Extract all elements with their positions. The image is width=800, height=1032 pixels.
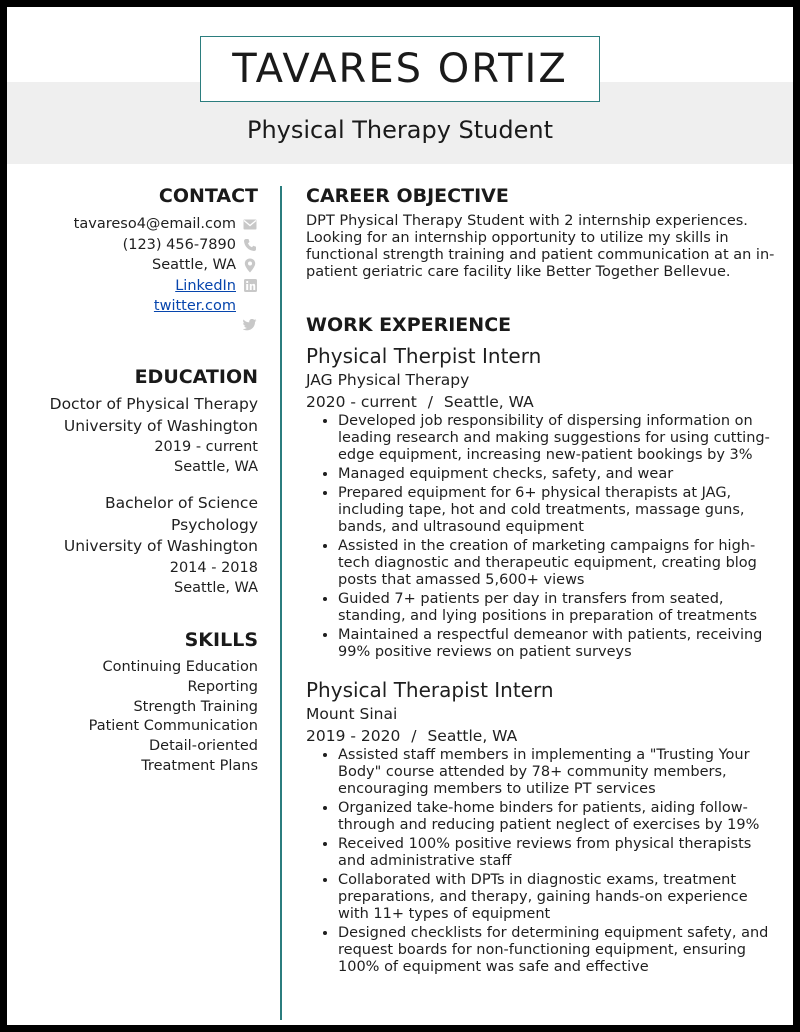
education-degree: Doctor of Physical Therapy	[49, 395, 258, 413]
job-separator: /	[427, 393, 433, 411]
job-company: Mount Sinai	[306, 705, 398, 723]
skill-item: Strength Training	[133, 698, 258, 715]
job-dates: 2020 - current	[306, 393, 417, 411]
job-bullet: • Prepared equipment for 6+ physical therapists at JAG, including tape, hot and cold treatments, massage guns, bands, and ultrasound equipment	[338, 485, 776, 536]
education-heading: EDUCATION	[134, 366, 258, 388]
contact-email-row	[20, 214, 258, 235]
education-section	[20, 366, 258, 598]
education-school: University of Washington	[63, 537, 258, 555]
column-divider	[280, 186, 282, 1020]
objective-heading: CAREER OBJECTIVE	[306, 185, 509, 207]
skill-item: Reporting	[187, 678, 258, 695]
work-section	[306, 314, 776, 978]
job-bullet: • Maintained a respectful demeanor with patients, receiving 99% positive reviews on patient surveys	[338, 627, 776, 661]
education-dates: 2014 - 2018	[169, 559, 258, 576]
contact-twitter-row	[20, 296, 258, 317]
contact-location: Seattle, WA	[151, 257, 236, 274]
job-bullet: • Managed equipment checks, safety, and wear	[338, 466, 776, 483]
linkedin-link[interactable]: LinkedIn	[175, 277, 236, 294]
job-separator: /	[411, 727, 417, 745]
education-location: Seattle, WA	[173, 459, 258, 475]
education-school: University of Washington	[63, 416, 258, 435]
skills-section	[20, 629, 258, 777]
objective-text: DPT Physical Therapy Student with 2 internship experiences. Looking for an internship opportunity to utilize my skills in functional strength training and patient communication at an in-patient geriatric care facility like Better Together Bellevue.	[306, 213, 775, 280]
contact-twitter-icon-row	[20, 317, 258, 333]
candidate-name: TAVARES ORTIZ	[200, 36, 600, 102]
education-degree: Bachelor of Science	[104, 494, 258, 512]
job-bullet: • Collaborated with DPTs in diagnostic exams, treatment preparations, and therapy, gaining hands-on experience with 11+ types of equipment	[338, 872, 776, 923]
phone-icon	[242, 237, 258, 253]
job-location: Seattle, WA	[427, 727, 518, 745]
job-meta	[306, 725, 776, 747]
linkedin-icon	[242, 278, 258, 294]
job-bullet: • Developed job responsibility of dispersing information on leading research and making suggestions for using cutting-edge equipment, increasing new-patient bookings by 3%	[338, 413, 776, 464]
job-bullet: • Received 100% positive reviews from physical therapists and administrative staff	[338, 836, 776, 870]
skill-item: Treatment Plans	[141, 757, 258, 774]
skill-item: Continuing Education	[102, 659, 258, 675]
education-major: Psychology	[171, 515, 258, 534]
job-bullets	[306, 413, 776, 661]
job-bullet: • Designed checklists for determining equipment safety, and request boards for non-functioning equipment, ensuring 100% of equipment was safe and effective	[338, 925, 776, 976]
job-company: JAG Physical Therapy	[306, 371, 470, 389]
skill-item: Patient Communication	[88, 718, 258, 735]
twitter-link[interactable]: twitter.com	[153, 298, 236, 315]
education-location: Seattle, WA	[173, 579, 258, 596]
contact-heading: CONTACT	[158, 185, 258, 207]
spacer	[20, 477, 258, 493]
job-entry	[306, 343, 776, 661]
contact-phone: (123) 456-7890	[122, 236, 236, 253]
work-heading: WORK EXPERIENCE	[306, 314, 512, 336]
objective-section	[306, 185, 776, 281]
job-bullet: • Assisted staff members in implementing a "Trusting Your Body" course attended by 78+ community members, encouraging members to utilize PT services	[338, 747, 776, 798]
job-title: Physical Therapist Intern	[306, 678, 554, 702]
job-bullet: • Assisted in the creation of marketing campaigns for high-tech diagnostic and therapeutic equipment, creating blog posts that amassed 5,600+ views	[338, 538, 776, 589]
job-bullets	[306, 747, 776, 976]
job-location: Seattle, WA	[443, 393, 534, 411]
job-title: Physical Therpist Intern	[306, 344, 542, 368]
job-meta	[306, 391, 776, 413]
job-entry	[306, 677, 776, 976]
job-bullet: • Guided 7+ patients per day in transfers from seated, standing, and lying positions in preparation of treatments	[338, 591, 776, 625]
map-pin-icon	[242, 257, 258, 273]
contact-linkedin-row	[20, 276, 258, 297]
envelope-icon	[242, 216, 258, 232]
spacer	[242, 298, 258, 314]
twitter-icon	[242, 317, 258, 333]
contact-email[interactable]: tavareso4@email.com	[73, 216, 236, 233]
contact-phone-row	[20, 235, 258, 256]
skill-item: Detail-oriented	[149, 738, 258, 755]
education-dates: 2019 - current	[154, 439, 258, 455]
job-title-subtitle: Physical Therapy Student	[246, 116, 553, 144]
job-dates: 2019 - 2020	[306, 727, 401, 745]
contact-section	[20, 185, 258, 333]
job-bullet: • Organized take-home binders for patients, aiding follow-through and reducing patient neglect of exercises by 19%	[338, 800, 776, 834]
skills-heading: SKILLS	[184, 629, 258, 651]
contact-location-row	[20, 255, 258, 276]
